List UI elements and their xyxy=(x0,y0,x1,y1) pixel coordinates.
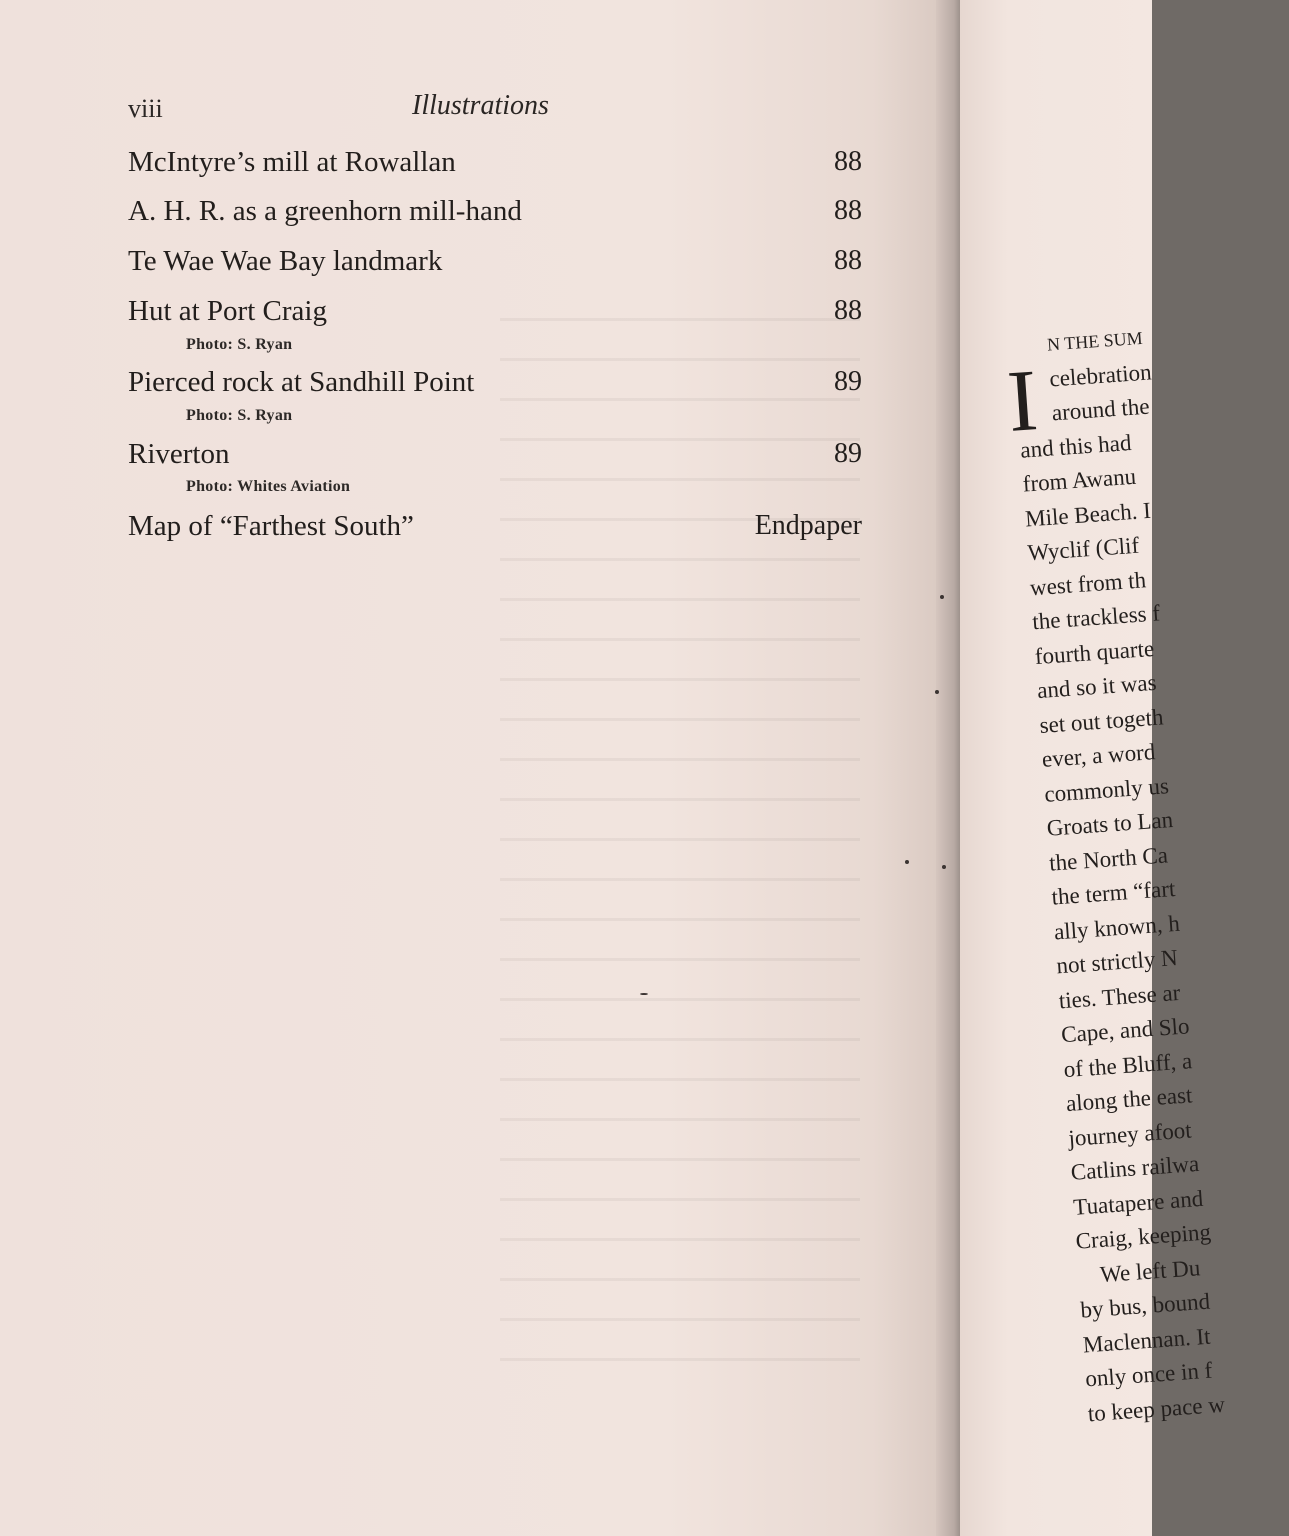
entry-page: Endpaper xyxy=(754,510,862,541)
paper-speck xyxy=(942,865,946,869)
text-line: and this had xyxy=(1019,429,1133,463)
entry-page: 89 xyxy=(834,438,862,469)
entry-title: Te Wae Wae Bay landmark xyxy=(128,245,443,277)
text-line: celebration xyxy=(1048,358,1153,391)
text-line: Mile Beach. I xyxy=(1024,497,1152,532)
text-line: We left Du xyxy=(1099,1254,1202,1287)
text-line: and so it was xyxy=(1036,669,1158,704)
text-line: the North Ca xyxy=(1048,841,1169,876)
text-line: Tuatapere and xyxy=(1072,1185,1204,1220)
illustration-entry xyxy=(128,245,868,285)
entry-page: 88 xyxy=(834,245,862,276)
illustration-entry xyxy=(128,366,868,406)
paper-speck xyxy=(905,860,909,864)
entry-page: 88 xyxy=(834,195,862,226)
entry-title: Hut at Port Craig xyxy=(128,295,327,327)
text-line: Groats to Lan xyxy=(1045,806,1174,841)
entry-title: Map of “Farthest South” xyxy=(128,510,414,542)
paper-speck xyxy=(640,993,648,995)
text-line: along the east xyxy=(1065,1082,1194,1117)
illustration-entry xyxy=(128,146,868,186)
text-line: the trackless f xyxy=(1031,600,1161,635)
paper-speck xyxy=(940,595,944,599)
entry-page: 88 xyxy=(834,146,862,177)
entry-title: Riverton xyxy=(128,438,230,470)
text-line: journey afoot xyxy=(1067,1116,1193,1151)
illustration-entry xyxy=(128,195,868,235)
text-line: N THE SUM xyxy=(1046,327,1144,355)
text-line: fourth quarte xyxy=(1033,635,1155,669)
photo-credit: Photo: Whites Aviation xyxy=(186,478,351,495)
text-line: west from th xyxy=(1029,566,1147,600)
text-line: of the Bluff, a xyxy=(1062,1047,1193,1082)
text-line: set out togeth xyxy=(1038,703,1165,738)
page-title: Illustrations xyxy=(412,90,549,121)
text-line: the term “fart xyxy=(1050,876,1177,910)
text-line: from Awanu xyxy=(1021,463,1137,497)
paper-speck xyxy=(935,690,939,694)
text-line: to keep pace w xyxy=(1086,1391,1226,1426)
illustration-entry xyxy=(128,510,868,550)
text-line: Cape, and Slo xyxy=(1060,1013,1191,1048)
text-line: Catlins railwa xyxy=(1070,1151,1200,1185)
photo-credit: Photo: S. Ryan xyxy=(186,336,293,353)
entry-title: Pierced rock at Sandhill Point xyxy=(128,366,475,398)
page-number: viii xyxy=(128,94,163,123)
entry-page: 88 xyxy=(834,295,862,326)
text-line: ally known, h xyxy=(1053,910,1181,945)
text-line: Craig, keeping xyxy=(1074,1219,1212,1254)
text-line: not strictly N xyxy=(1055,945,1179,979)
illustration-entry xyxy=(128,295,868,335)
text-line: commonly us xyxy=(1043,772,1170,807)
text-line: ties. These ar xyxy=(1058,979,1182,1013)
entry-title: A. H. R. as a greenhorn mill-hand xyxy=(128,195,522,227)
text-line: ever, a word xyxy=(1041,739,1157,772)
text-line: only once in f xyxy=(1084,1357,1214,1392)
illustration-entry xyxy=(128,438,868,478)
text-line: Wyclif (Clif xyxy=(1026,532,1140,566)
text-line: by bus, bound xyxy=(1079,1288,1211,1323)
text-line: Maclennan. It xyxy=(1082,1323,1212,1357)
entry-title: McIntyre’s mill at Rowallan xyxy=(128,146,456,178)
photo-credit: Photo: S. Ryan xyxy=(186,407,293,424)
entry-page: 89 xyxy=(834,366,862,397)
text-line: around the xyxy=(1051,393,1151,426)
drop-cap: I xyxy=(1004,352,1041,451)
